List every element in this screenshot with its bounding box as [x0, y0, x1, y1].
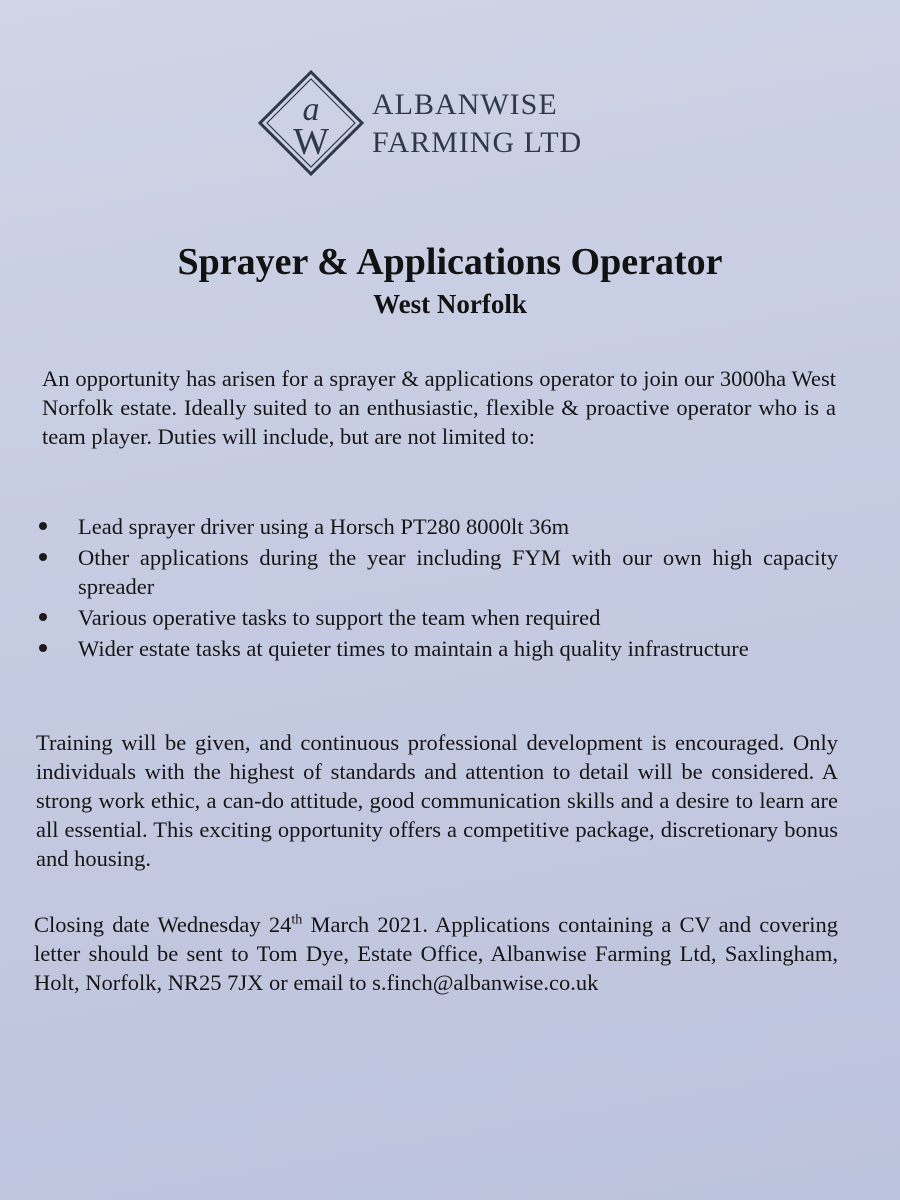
closing-paragraph — [34, 910, 838, 997]
monogram-letter-w: W — [293, 121, 329, 163]
training-paragraph: Training will be given, and continuous professional development is encouraged. Only individuals with the highest of standards and attention to detail will be considered. A strong work ethic, a can-do attitude, good communication skills and a desire to learn are all essential. This exciting opportunity offers a competitive package, discretionary bonus and housing. — [36, 730, 838, 871]
duty-item — [36, 512, 838, 541]
duty-text: Lead sprayer driver using a Horsch PT280 8000lt 36m — [78, 514, 570, 539]
date-ordinal: th — [291, 912, 303, 928]
albanwise-monogram-icon — [258, 70, 364, 176]
duty-text: Wider estate tasks at quieter times to maintain a high quality infrastructure — [78, 636, 749, 661]
bullet-icon — [39, 553, 47, 561]
bullet-icon — [39, 613, 47, 621]
company-name — [372, 86, 582, 162]
bullet-icon — [39, 522, 47, 530]
duty-item — [36, 603, 838, 632]
closing-date-text: Closing date Wednesday 24 — [34, 912, 292, 937]
duty-text: Various operative tasks to support the team when required — [78, 605, 601, 630]
duty-text: Other applications during the year including FYM with our own high capacity spreader — [78, 545, 838, 599]
duty-item — [36, 634, 838, 663]
duties-list — [36, 512, 838, 665]
duty-item — [36, 543, 838, 601]
monogram-letter-a: a — [302, 91, 320, 128]
job-location: West Norfolk — [373, 289, 527, 319]
company-name-line2: FARMING LTD — [372, 126, 583, 159]
application-instructions: March 2021. Applications containing a CV and covering letter should be sent to Tom Dye, Estate Office, Albanwise Farming Ltd, Saxlingham, Holt, Norfolk, NR25 7JX or email to — [34, 912, 839, 995]
contact-email: s.finch@albanwise.co.uk — [372, 970, 599, 995]
job-title: Sprayer & Applications Operator — [177, 241, 723, 283]
company-name-line1: ALBANWISE — [372, 88, 558, 121]
intro-paragraph: An opportunity has arisen for a sprayer & applications operator to join our 3000ha West Norfolk estate. Ideally suited to an enthusiastic, flexible & proactive operator who is a team player. Duties will include, but are not limited to: — [42, 366, 836, 449]
company-logo — [258, 70, 628, 180]
bullet-icon — [39, 644, 47, 652]
